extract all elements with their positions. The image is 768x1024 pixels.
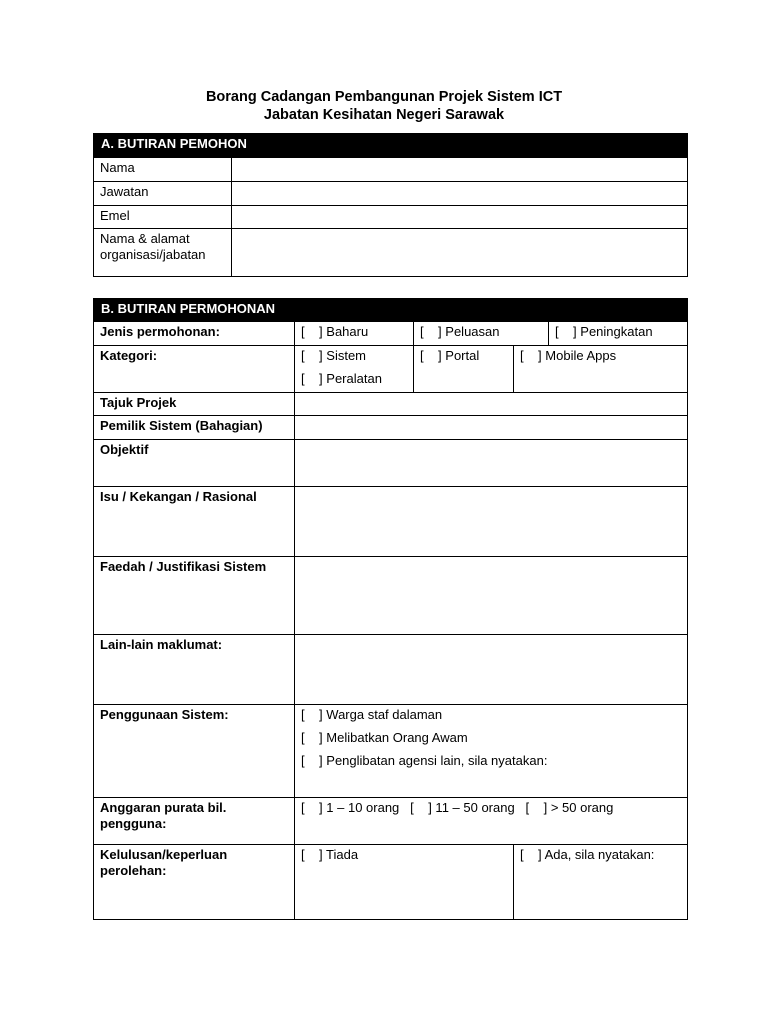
checkbox-peningkatan-label: [ ] Peningkatan xyxy=(555,324,653,339)
organisasi-label: Nama & alamat organisasi/jabatan xyxy=(94,229,232,277)
anggaran-pengguna-label: Anggaran purata bil. pengguna: xyxy=(94,798,295,845)
checkbox-peluasan-label: [ ] Peluasan xyxy=(420,324,500,339)
jenis-permohonan-label: Jenis permohonan: xyxy=(94,322,295,346)
penggunaan-options xyxy=(295,705,688,798)
section-b-header: B. BUTIRAN PERMOHONAN xyxy=(94,299,688,322)
jawatan-field[interactable] xyxy=(232,182,688,206)
kategori-col1 xyxy=(295,346,414,393)
checkbox-baharu-label: [ ] Baharu xyxy=(301,324,369,339)
checkbox-tiada[interactable] xyxy=(295,845,514,920)
section-a-header: A. BUTIRAN PEMOHON xyxy=(94,134,688,158)
objektif-field[interactable] xyxy=(295,440,688,487)
checkbox-mobile-apps[interactable] xyxy=(514,346,688,393)
pemilik-sistem-label: Pemilik Sistem (Bahagian) xyxy=(94,416,295,440)
department-title: Jabatan Kesihatan Negeri Sarawak xyxy=(263,107,505,123)
pemilik-sistem-field[interactable] xyxy=(295,416,688,440)
checkbox-11-50[interactable]: [ ] 11 – 50 orang xyxy=(410,800,515,815)
checkbox-mobile-apps-label: [ ] Mobile Apps xyxy=(520,348,617,363)
faedah-field[interactable] xyxy=(295,557,688,635)
kelulusan-perolehan-label: Kelulusan/keperluan perolehan: xyxy=(94,845,295,920)
nama-label: Nama xyxy=(94,158,232,182)
kategori-label: Kategori: xyxy=(94,346,295,393)
checkbox-tiada-label: [ ] Tiada xyxy=(301,847,359,862)
emel-field[interactable] xyxy=(232,206,688,229)
section-b-table xyxy=(93,298,688,920)
faedah-label: Faedah / Justifikasi Sistem xyxy=(94,557,295,635)
form-title: Borang Cadangan Pembangunan Projek Sistem ICT xyxy=(205,89,563,105)
section-a-table xyxy=(93,133,688,277)
checkbox-orang-awam[interactable]: [ ] Melibatkan Orang Awam xyxy=(301,730,468,745)
isu-label: Isu / Kekangan / Rasional xyxy=(94,487,295,557)
checkbox-baharu[interactable] xyxy=(295,322,414,346)
emel-label: Emel xyxy=(94,206,232,229)
jawatan-label: Jawatan xyxy=(94,182,232,206)
checkbox-sistem[interactable]: [ ] Sistem xyxy=(301,348,367,363)
checkbox-1-10[interactable]: [ ] 1 – 10 orang xyxy=(301,800,400,815)
lain-lain-field[interactable] xyxy=(295,635,688,705)
tajuk-projek-label: Tajuk Projek xyxy=(94,393,295,416)
checkbox-portal[interactable] xyxy=(414,346,514,393)
checkbox-peningkatan[interactable] xyxy=(549,322,688,346)
tajuk-projek-field[interactable] xyxy=(295,393,688,416)
checkbox-peluasan[interactable] xyxy=(414,322,549,346)
lain-lain-label: Lain-lain maklumat: xyxy=(94,635,295,705)
checkbox-agensi-lain[interactable]: [ ] Penglibatan agensi lain, sila nyatakan: xyxy=(301,753,548,768)
checkbox-ada-label: [ ] Ada, sila nyatakan: xyxy=(520,847,655,862)
isu-field[interactable] xyxy=(295,487,688,557)
nama-field[interactable] xyxy=(232,158,688,182)
checkbox-warga-staf[interactable]: [ ] Warga staf dalaman xyxy=(301,707,443,722)
organisasi-field[interactable] xyxy=(232,229,688,277)
checkbox-over-50[interactable]: [ ] > 50 orang xyxy=(525,800,614,815)
checkbox-portal-label: [ ] Portal xyxy=(420,348,480,363)
penggunaan-sistem-label: Penggunaan Sistem: xyxy=(94,705,295,798)
checkbox-ada[interactable] xyxy=(514,845,688,920)
objektif-label: Objektif xyxy=(94,440,295,487)
checkbox-peralatan[interactable]: [ ] Peralatan xyxy=(301,371,382,386)
anggaran-options xyxy=(295,798,688,845)
